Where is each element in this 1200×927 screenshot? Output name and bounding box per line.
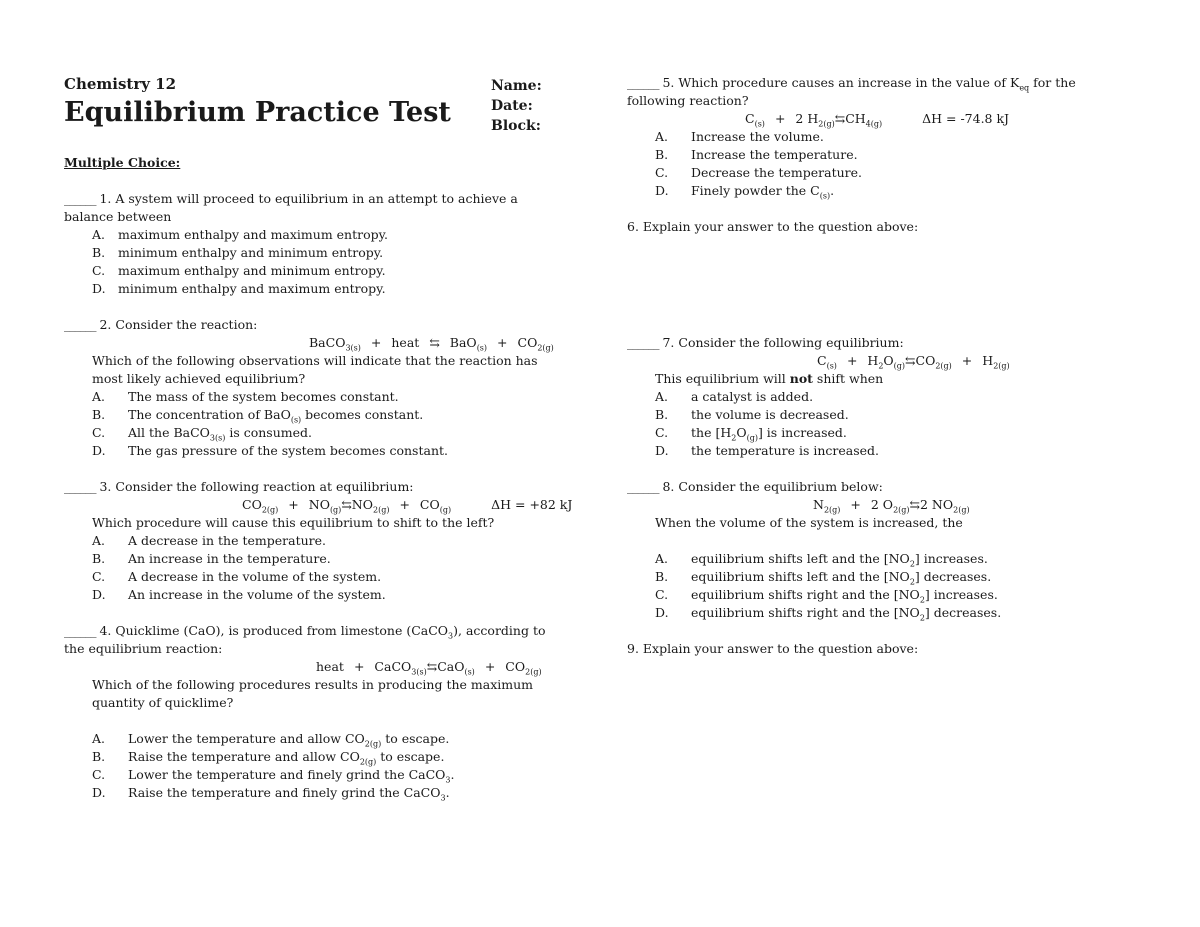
answer-blank[interactable]: ______ — [64, 191, 96, 206]
question-9 — [627, 640, 1097, 658]
options-list — [64, 730, 564, 802]
right-column — [627, 74, 1097, 658]
option-c: C. Lower the temperature and finely grind the CaCO$_3$. — [92, 767, 455, 785]
option-c: C. equilibrium shifts right and the $[NO_2]$ increases. — [655, 587, 998, 605]
option-d: D. the temperature is increased. — [655, 443, 880, 458]
question-2 — [64, 316, 564, 460]
question-follow: Which of the following observations will indicate that the reaction has most likely achieved equilibrium? — [92, 353, 538, 386]
explain-prompt: 9. Explain your answer to the question above: — [627, 641, 919, 656]
reaction-equation: heat + CaCO$_{3(s)}$⇆CaO$_{(s)}$ + $CO_{2(g)}$ — [316, 659, 542, 677]
name-label: Name: — [491, 78, 542, 94]
options-list — [627, 388, 1097, 460]
options-list — [64, 226, 564, 298]
answer-blank[interactable]: ______ — [627, 75, 659, 90]
option-c: C. A decrease in the volume of the system. — [92, 569, 382, 584]
question-stem: 3. Consider the following reaction at equilibrium: — [99, 479, 414, 494]
option-d: D. minimum enthalpy and maximum entropy. — [92, 281, 386, 296]
options-list — [627, 550, 1097, 622]
reaction-equation: $CO_{2(g)}$ + $NO_{(g)}⇆NO_{2(g)} + CO_{(g)}$ ΔH = +82 kJ — [242, 497, 573, 515]
option-b: B. Increase the temperature. — [655, 147, 858, 162]
option-c: C. maximum enthalpy and minimum entropy. — [92, 263, 386, 278]
question-6 — [627, 218, 1097, 236]
options-list — [64, 388, 564, 460]
question-8: ______ 8. Consider the equilibrium below: $N_{2(g)} + 2$ $O_{2(g)}⇆2$ $NO_{2(g)}$ When the volume of the system is increased, the A. equilibrium shifts left and the $[NO_2]$ increases. B. equilibrium shifts left and the $[NO_2]$ decreases. C. equilibrium shifts right and the $[NO_2]$ increases. D. equilibrium shifts right and the $[NO_2]$ decreases. — [627, 478, 1097, 622]
answer-blank[interactable]: ______ — [64, 623, 96, 638]
option-d: D. equilibrium shifts right and the $[NO_2]$ decreases. — [655, 605, 1002, 623]
option-c: C. Decrease the temperature. — [655, 165, 862, 180]
question-4: ______ 4. Quicklime (CaO), is produced from limestone (CaCO$_3$), according to the equilibrium reaction: heat + CaCO$_{3(s)}$⇆CaO$_{(s)}$ + $CO_{2(g)}$ Which of the following procedures results in producing the maximum quantity of quicklime? A. Lower the temperature and allow $CO_{2(g)}$ to escape. B. Raise the temperature and allow $CO_{2(g)}$ to escape. C. Lower the temperature and finely grind the CaCO$_3$. D. Raise the temperature and finely grind the CaCO$_3$. — [64, 622, 564, 802]
question-follow: Which of the following procedures results in producing the maximum quantity of quicklime? — [92, 677, 534, 710]
option-b: B. the volume is decreased. — [655, 407, 849, 422]
course-name: Chemistry 12 — [64, 75, 177, 93]
question-7: ______ 7. Consider the following equilibrium: $C_{(s)}$ + $H_2O_{(g)}⇆CO_{2(g)} + H_{2(g)}$ This equilibrium will not shift when A. a catalyst is added. B. the volume is decreased. C. the $[H_2O_{(g)}]$ is increased. D. the temperature is increased. — [627, 334, 1097, 460]
question-5: ______ 5. Which procedure causes an increase in the value of $K_{eq}$ for the following reaction? $C_{(s)} + 2$ $H_{2(g)}⇆CH_{4(g)}$ ΔH = -74.8 kJ A. Increase the volume. B. Increase the temperature. C. Decrease the temperature. D. Finely powder the $C_{(s)}$. — [627, 74, 1097, 200]
answer-blank[interactable]: ______ — [64, 317, 96, 332]
question-stem: 2. Consider the reaction: — [99, 317, 258, 332]
option-a: A. maximum enthalpy and maximum entropy. — [92, 227, 389, 242]
option-b: B. equilibrium shifts left and the $[NO_2]$ decreases. — [655, 569, 992, 587]
question-follow: This equilibrium will not shift when — [655, 371, 884, 386]
left-column — [64, 74, 573, 803]
option-d: D. An increase in the volume of the system. — [92, 587, 386, 602]
reaction-equation: $C_{(s)}$ + $H_2O_{(g)}⇆CO_{2(g)} + H_{2(g)}$ — [817, 353, 1010, 371]
answer-blank[interactable]: ______ — [64, 479, 96, 494]
option-b: B. minimum enthalpy and minimum entropy. — [92, 245, 384, 260]
section-title: Multiple Choice: — [64, 155, 181, 170]
option-a: A. Increase the volume. — [655, 129, 824, 144]
question-3 — [64, 478, 573, 604]
reaction-equation: $C_{(s)} + 2$ $H_{2(g)}⇆CH_{4(g)}$ ΔH = -74.8 kJ — [745, 111, 1010, 129]
question-follow: Which procedure will cause this equilibrium to shift to the left? — [92, 515, 495, 530]
block-label: Block: — [491, 118, 541, 134]
answer-blank[interactable]: ______ — [627, 479, 659, 494]
reaction-equation: BaCO$_{3(s)}$ + heat ⇆ $BaO_{(s)} + CO_{2(g)}$ — [309, 335, 554, 353]
answer-space[interactable] — [627, 236, 1097, 334]
option-a: A. equilibrium shifts left and the $[NO_2]$ increases. — [655, 551, 988, 569]
option-c: C. All the BaCO$_{3(s)}$ is consumed. — [92, 425, 312, 443]
page-title: Equilibrium Practice Test — [64, 97, 451, 128]
option-d: D. The gas pressure of the system becomes constant. — [92, 443, 448, 458]
options-list — [64, 532, 564, 604]
option-d: D. Finely powder the $C_{(s)}$. — [655, 183, 835, 201]
question-stem: 1. A system will proceed to equilibrium in an attempt to achieve a balance between — [64, 191, 518, 224]
option-b: B. Raise the temperature and allow $CO_{2(g)}$ to escape. — [92, 749, 445, 767]
enthalpy-value: ΔH = +82 kJ — [491, 497, 573, 512]
answer-blank[interactable]: ______ — [627, 335, 659, 350]
reaction-equation: $N_{2(g)} + 2$ $O_{2(g)}⇆2$ $NO_{2(g)}$ — [813, 497, 970, 515]
option-a: A. The mass of the system becomes constant. — [92, 389, 399, 404]
date-label: Date: — [491, 98, 533, 114]
option-b: B. The concentration of BaO$_{(s)}$ becomes constant. — [92, 407, 424, 425]
options-list — [627, 128, 1097, 200]
option-a: A. Lower the temperature and allow $CO_{2(g)}$ to escape. — [92, 731, 450, 749]
option-a: A. A decrease in the temperature. — [92, 533, 326, 548]
question-1 — [64, 190, 564, 298]
question-follow: When the volume of the system is increased, the — [655, 515, 963, 530]
option-d: D. Raise the temperature and finely grind the CaCO$_3$. — [92, 785, 450, 803]
option-a: A. a catalyst is added. — [655, 389, 814, 404]
option-c: C. the $[H_2O_{(g)}]$ is increased. — [655, 425, 847, 443]
explain-prompt: 6. Explain your answer to the question above: — [627, 219, 919, 234]
option-b: B. An increase in the temperature. — [92, 551, 331, 566]
enthalpy-value: ΔH = -74.8 kJ — [922, 111, 1010, 126]
